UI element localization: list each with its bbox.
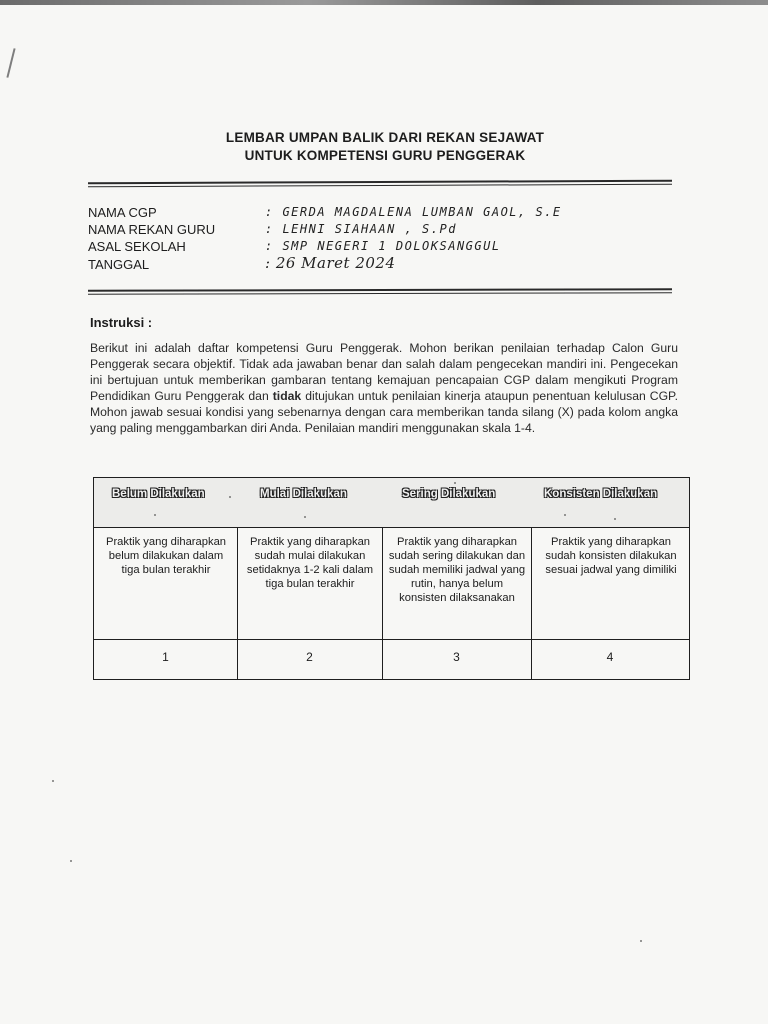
score-2-cell[interactable]: 2 [306,650,313,664]
header-mulai-dilakukan: Mulai Dilakukan [260,488,347,500]
field-value-nama-cgp: : GERDA MAGDALENA LUMBAN GAOL, S.E [265,205,562,219]
pen-stroke-mark [6,48,15,78]
document-title-line-2: UNTUK KOMPETENSI GURU PENGGERAK [244,148,526,163]
row-divider [94,639,689,640]
scan-speck [154,514,156,516]
header-divider-top [88,180,672,188]
instructions-bold-word: tidak [272,389,302,403]
field-value-asal-sekolah: : SMP NEGERI 1 DOLOKSANGGUL [265,239,501,253]
header-sering-dilakukan: Sering Dilakukan [402,488,496,500]
field-label-asal-sekolah: ASAL SEKOLAH [88,239,186,254]
scan-top-edge [0,0,768,5]
rating-scale-header-row [94,478,689,528]
scan-speck [640,940,642,942]
scan-speck [304,516,306,518]
scan-speck [564,514,566,516]
instructions-text-part-2: ditujukan untuk penilaian kinerja ataupun penentuan kelulusan CGP. Mohon jawab sesuai kondisi yang sebenarnya dengan cara memberikan tanda silang (X) pada kolom angka yang paling menggambarkan diri Anda. Penilaian mandiri menggunakan skala 1-4. [90,389,678,435]
scan-speck [454,482,456,484]
rating-scale-table [93,477,690,680]
field-value-nama-rekan-guru: : LEHNI SIAHAAN , S.Pd [265,222,457,236]
scan-speck [52,780,54,782]
field-label-nama-cgp: NAMA CGP [88,205,157,220]
scan-speck [614,518,616,520]
instructions-body [90,340,678,436]
header-konsisten-dilakukan: Konsisten Dilakukan [544,488,658,500]
field-value-tanggal: : 26 Maret 2024 [265,254,396,272]
description-belum-dilakukan: Praktik yang diharapkan belum dilakukan dalam tiga bulan terakhir [105,536,227,576]
instructions-text-part-1: Berikut ini adalah daftar kompetensi Guru Penggerak. Mohon berikan penilaian terhadap Calon Guru Penggerak secara objektif. Tidak ada jawaban benar dan salah dalam pengecekan mandiri ini. Pengecekan ini bertujuan untuk memberikan gambaran tentang kemajuan pencapaian CGP dalam mengikuti Program Pendidikan Guru Penggerak dan [90,341,678,403]
description-mulai-dilakukan: Praktik yang diharapkan sudah mulai dilakukan setidaknya 1-2 kali dalam tiga bulan terakhir [246,536,374,590]
scan-speck [70,860,72,862]
scan-speck [229,496,231,498]
score-3-cell[interactable]: 3 [453,650,460,664]
instructions-heading: Instruksi : [90,315,153,330]
score-1-cell[interactable]: 1 [162,650,169,664]
description-konsisten-dilakukan: Praktik yang diharapkan sudah konsisten dilakukan sesuai jadwal yang dimiliki [545,536,677,576]
header-divider-bottom [88,288,672,295]
description-sering-dilakukan: Praktik yang diharapkan sudah sering dilakukan dan sudah memiliki jadwal yang rutin, hanya belum konsisten dilaksanakan [388,536,526,604]
header-belum-dilakukan: Belum Dilakukan [112,488,205,500]
score-4-cell[interactable]: 4 [606,650,614,664]
document-title-line-1: LEMBAR UMPAN BALIK DARI REKAN SEJAWAT [225,130,545,145]
field-label-nama-rekan-guru: NAMA REKAN GURU [88,222,216,237]
field-label-tanggal: TANGGAL [88,257,150,272]
